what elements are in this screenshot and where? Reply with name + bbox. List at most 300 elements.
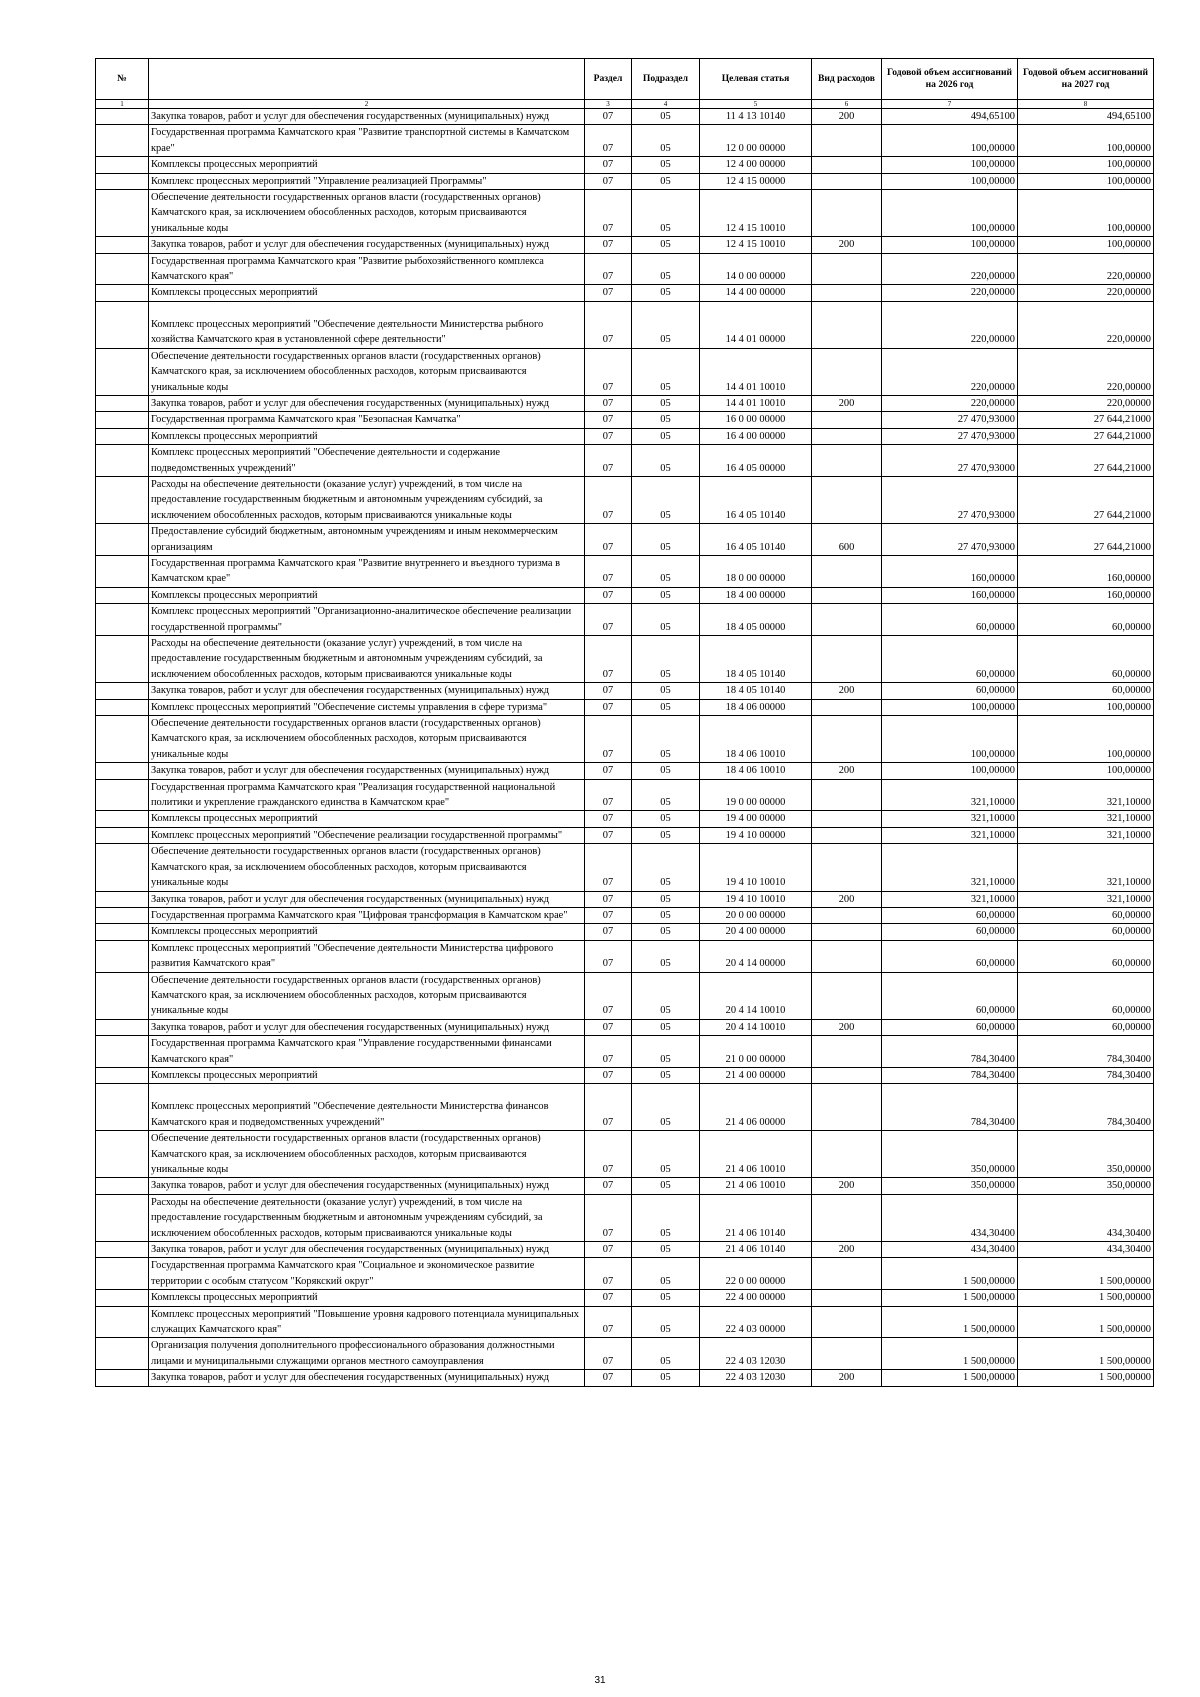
table-row xyxy=(96,779,1154,811)
cell-allocation-2027: 160,00000 xyxy=(1018,555,1154,587)
cell-allocation-2026: 100,00000 xyxy=(882,237,1018,253)
cell-razdel: 07 xyxy=(585,190,632,237)
cell-target-article: 21 0 00 00000 xyxy=(700,1036,812,1068)
cell-podrazdel: 05 xyxy=(632,157,700,173)
cell-allocation-2027: 434,30400 xyxy=(1018,1242,1154,1258)
cell-allocation-2027: 321,10000 xyxy=(1018,779,1154,811)
cell-expense-type: 200 xyxy=(812,237,882,253)
cell-target-article: 12 4 15 00000 xyxy=(700,173,812,189)
cell-number xyxy=(96,157,149,173)
cell-allocation-2026: 784,30400 xyxy=(882,1036,1018,1068)
cell-expense-type: 200 xyxy=(812,109,882,125)
cell-allocation-2026: 60,00000 xyxy=(882,972,1018,1019)
cell-name: Государственная программа Камчатского края "Безопасная Камчатка" xyxy=(149,412,585,428)
cell-podrazdel: 05 xyxy=(632,1290,700,1306)
cell-target-article: 18 4 05 10140 xyxy=(700,636,812,683)
cell-target-article: 18 4 05 00000 xyxy=(700,604,812,636)
table-row xyxy=(96,699,1154,715)
cell-razdel: 07 xyxy=(585,1194,632,1241)
cell-number xyxy=(96,779,149,811)
cell-podrazdel: 05 xyxy=(632,827,700,843)
cell-podrazdel: 05 xyxy=(632,109,700,125)
table-row xyxy=(96,237,1154,253)
cell-razdel: 07 xyxy=(585,253,632,285)
cell-expense-type xyxy=(812,1290,882,1306)
column-number: 3 xyxy=(585,100,632,109)
table-row xyxy=(96,125,1154,157)
cell-expense-type xyxy=(812,972,882,1019)
cell-expense-type: 200 xyxy=(812,1370,882,1386)
cell-expense-type xyxy=(812,412,882,428)
cell-podrazdel: 05 xyxy=(632,891,700,907)
cell-number xyxy=(96,683,149,699)
cell-allocation-2026: 1 500,00000 xyxy=(882,1290,1018,1306)
cell-razdel: 07 xyxy=(585,699,632,715)
cell-expense-type xyxy=(812,827,882,843)
cell-podrazdel: 05 xyxy=(632,237,700,253)
cell-target-article: 16 4 00 00000 xyxy=(700,428,812,444)
cell-razdel: 07 xyxy=(585,445,632,477)
cell-name: Государственная программа Камчатского края "Цифровая трансформация в Камчатском крае" xyxy=(149,907,585,923)
cell-razdel: 07 xyxy=(585,173,632,189)
cell-podrazdel: 05 xyxy=(632,190,700,237)
cell-expense-type: 600 xyxy=(812,524,882,556)
cell-expense-type xyxy=(812,1194,882,1241)
cell-number xyxy=(96,285,149,301)
cell-podrazdel: 05 xyxy=(632,763,700,779)
cell-allocation-2026: 100,00000 xyxy=(882,699,1018,715)
cell-target-article: 16 0 00 00000 xyxy=(700,412,812,428)
table-row xyxy=(96,1306,1154,1338)
cell-name: Обеспечение деятельности государственных органов власти (государственных органов) Камчатского края, за исключением обособленных расходов, которым присваиваются уникальные коды xyxy=(149,190,585,237)
cell-number xyxy=(96,636,149,683)
cell-razdel: 07 xyxy=(585,972,632,1019)
cell-name: Комплекс процессных мероприятий "Обеспечение системы управления в сфере туризма" xyxy=(149,699,585,715)
table-row xyxy=(96,827,1154,843)
cell-allocation-2027: 1 500,00000 xyxy=(1018,1338,1154,1370)
cell-name: Государственная программа Камчатского края "Развитие транспортной системы в Камчатском крае" xyxy=(149,125,585,157)
cell-razdel: 07 xyxy=(585,1067,632,1083)
cell-podrazdel: 05 xyxy=(632,604,700,636)
cell-name: Расходы на обеспечение деятельности (оказание услуг) учреждений, в том числе на предоставление государственным бюджетным и автономным учреждениям субсидий, за исключением обособленных расходов, которым присваиваются уникальные коды xyxy=(149,636,585,683)
cell-razdel: 07 xyxy=(585,1036,632,1068)
cell-expense-type xyxy=(812,1131,882,1178)
cell-razdel: 07 xyxy=(585,1258,632,1290)
cell-target-article: 18 0 00 00000 xyxy=(700,555,812,587)
cell-allocation-2027: 60,00000 xyxy=(1018,940,1154,972)
cell-number xyxy=(96,604,149,636)
cell-number xyxy=(96,173,149,189)
cell-allocation-2026: 100,00000 xyxy=(882,716,1018,763)
cell-allocation-2027: 1 500,00000 xyxy=(1018,1306,1154,1338)
header-allocation-2027: Годовой объем ассигнований на 2027 год xyxy=(1018,59,1154,100)
cell-allocation-2027: 321,10000 xyxy=(1018,844,1154,891)
cell-allocation-2027: 494,65100 xyxy=(1018,109,1154,125)
cell-expense-type xyxy=(812,285,882,301)
cell-expense-type: 200 xyxy=(812,683,882,699)
cell-target-article: 18 4 06 00000 xyxy=(700,699,812,715)
table-row xyxy=(96,604,1154,636)
header-number: № xyxy=(96,59,149,100)
cell-podrazdel: 05 xyxy=(632,1258,700,1290)
cell-expense-type xyxy=(812,173,882,189)
cell-allocation-2026: 784,30400 xyxy=(882,1067,1018,1083)
cell-razdel: 07 xyxy=(585,428,632,444)
cell-allocation-2027: 321,10000 xyxy=(1018,811,1154,827)
cell-number xyxy=(96,348,149,395)
cell-allocation-2027: 220,00000 xyxy=(1018,348,1154,395)
cell-number xyxy=(96,1067,149,1083)
header-podrazdel: Подраздел xyxy=(632,59,700,100)
cell-allocation-2026: 27 470,93000 xyxy=(882,412,1018,428)
table-row xyxy=(96,940,1154,972)
cell-name: Комплекс процессных мероприятий "Обеспечение деятельности Министерства финансов Камчатского края и подведомственных учреждений" xyxy=(149,1084,585,1131)
cell-allocation-2026: 100,00000 xyxy=(882,190,1018,237)
cell-number xyxy=(96,940,149,972)
cell-name: Комплекс процессных мероприятий "Обеспечение деятельности и содержание подведомственных учреждений" xyxy=(149,445,585,477)
cell-allocation-2027: 100,00000 xyxy=(1018,173,1154,189)
cell-podrazdel: 05 xyxy=(632,348,700,395)
cell-podrazdel: 05 xyxy=(632,1178,700,1194)
cell-number xyxy=(96,924,149,940)
cell-expense-type xyxy=(812,940,882,972)
cell-target-article: 16 4 05 10140 xyxy=(700,524,812,556)
cell-name: Государственная программа Камчатского края "Реализация государственной национальной политики и укрепление гражданского единства в Камчатском крае" xyxy=(149,779,585,811)
table-row xyxy=(96,1258,1154,1290)
cell-target-article: 18 4 06 10010 xyxy=(700,763,812,779)
table-row xyxy=(96,428,1154,444)
cell-target-article: 20 4 14 10010 xyxy=(700,1019,812,1035)
cell-target-article: 20 0 00 00000 xyxy=(700,907,812,923)
cell-expense-type xyxy=(812,924,882,940)
cell-allocation-2026: 220,00000 xyxy=(882,301,1018,348)
cell-allocation-2026: 100,00000 xyxy=(882,157,1018,173)
cell-podrazdel: 05 xyxy=(632,1338,700,1370)
cell-podrazdel: 05 xyxy=(632,125,700,157)
cell-podrazdel: 05 xyxy=(632,555,700,587)
cell-allocation-2027: 60,00000 xyxy=(1018,604,1154,636)
table-row xyxy=(96,1194,1154,1241)
cell-expense-type xyxy=(812,604,882,636)
cell-name: Закупка товаров, работ и услуг для обеспечения государственных (муниципальных) нужд xyxy=(149,1019,585,1035)
cell-allocation-2026: 350,00000 xyxy=(882,1178,1018,1194)
cell-allocation-2026: 434,30400 xyxy=(882,1242,1018,1258)
cell-razdel: 07 xyxy=(585,940,632,972)
cell-razdel: 07 xyxy=(585,1338,632,1370)
cell-allocation-2026: 1 500,00000 xyxy=(882,1258,1018,1290)
cell-number xyxy=(96,1036,149,1068)
cell-allocation-2027: 60,00000 xyxy=(1018,972,1154,1019)
table-row xyxy=(96,907,1154,923)
cell-name: Государственная программа Камчатского края "Управление государственными финансами Камчатского края" xyxy=(149,1036,585,1068)
cell-number xyxy=(96,1338,149,1370)
cell-number xyxy=(96,476,149,523)
cell-name: Организация получения дополнительного профессионального образования должностными лицами и муниципальными служащими органов местного самоуправления xyxy=(149,1338,585,1370)
cell-allocation-2027: 100,00000 xyxy=(1018,237,1154,253)
cell-target-article: 19 4 10 00000 xyxy=(700,827,812,843)
cell-razdel: 07 xyxy=(585,1370,632,1386)
cell-target-article: 19 0 00 00000 xyxy=(700,779,812,811)
cell-number xyxy=(96,555,149,587)
cell-allocation-2027: 321,10000 xyxy=(1018,891,1154,907)
table-row xyxy=(96,683,1154,699)
cell-allocation-2027: 100,00000 xyxy=(1018,190,1154,237)
cell-name: Комплексы процессных мероприятий xyxy=(149,1290,585,1306)
cell-allocation-2027: 100,00000 xyxy=(1018,125,1154,157)
cell-podrazdel: 05 xyxy=(632,412,700,428)
cell-razdel: 07 xyxy=(585,109,632,125)
cell-number xyxy=(96,301,149,348)
cell-podrazdel: 05 xyxy=(632,907,700,923)
cell-number xyxy=(96,1370,149,1386)
cell-target-article: 14 4 01 00000 xyxy=(700,301,812,348)
column-number: 4 xyxy=(632,100,700,109)
table-body xyxy=(96,109,1154,1387)
cell-allocation-2026: 220,00000 xyxy=(882,348,1018,395)
cell-allocation-2026: 321,10000 xyxy=(882,779,1018,811)
cell-allocation-2027: 60,00000 xyxy=(1018,907,1154,923)
cell-number xyxy=(96,1194,149,1241)
table-row xyxy=(96,555,1154,587)
cell-number xyxy=(96,1084,149,1131)
cell-podrazdel: 05 xyxy=(632,587,700,603)
cell-number xyxy=(96,1290,149,1306)
cell-target-article: 20 4 14 10010 xyxy=(700,972,812,1019)
cell-razdel: 07 xyxy=(585,237,632,253)
cell-razdel: 07 xyxy=(585,827,632,843)
table-row xyxy=(96,1019,1154,1035)
cell-razdel: 07 xyxy=(585,1019,632,1035)
cell-expense-type: 200 xyxy=(812,763,882,779)
cell-allocation-2027: 350,00000 xyxy=(1018,1131,1154,1178)
cell-number xyxy=(96,445,149,477)
cell-allocation-2027: 100,00000 xyxy=(1018,157,1154,173)
cell-podrazdel: 05 xyxy=(632,1019,700,1035)
cell-name: Комплекс процессных мероприятий "Обеспечение деятельности Министерства рыбного хозяйства Камчатского края в установленной сфере деятельности" xyxy=(149,301,585,348)
table-row xyxy=(96,1084,1154,1131)
cell-razdel: 07 xyxy=(585,907,632,923)
cell-number xyxy=(96,253,149,285)
header-expense-type: Вид расходов xyxy=(812,59,882,100)
cell-expense-type xyxy=(812,348,882,395)
cell-razdel: 07 xyxy=(585,1242,632,1258)
cell-allocation-2027: 434,30400 xyxy=(1018,1194,1154,1241)
cell-podrazdel: 05 xyxy=(632,301,700,348)
cell-allocation-2027: 60,00000 xyxy=(1018,1019,1154,1035)
cell-name: Обеспечение деятельности государственных органов власти (государственных органов) Камчатского края, за исключением обособленных расходов, которым присваиваются уникальные коды xyxy=(149,716,585,763)
table-header-row xyxy=(96,59,1154,100)
cell-target-article: 14 4 01 10010 xyxy=(700,395,812,411)
cell-allocation-2027: 60,00000 xyxy=(1018,924,1154,940)
cell-target-article: 21 4 06 10140 xyxy=(700,1242,812,1258)
cell-number xyxy=(96,587,149,603)
cell-allocation-2026: 60,00000 xyxy=(882,683,1018,699)
cell-target-article: 19 4 00 00000 xyxy=(700,811,812,827)
cell-allocation-2026: 220,00000 xyxy=(882,253,1018,285)
cell-expense-type: 200 xyxy=(812,1242,882,1258)
cell-target-article: 16 4 05 00000 xyxy=(700,445,812,477)
cell-allocation-2026: 100,00000 xyxy=(882,125,1018,157)
cell-number xyxy=(96,716,149,763)
cell-allocation-2027: 784,30400 xyxy=(1018,1036,1154,1068)
cell-expense-type xyxy=(812,779,882,811)
cell-target-article: 11 4 13 10140 xyxy=(700,109,812,125)
cell-podrazdel: 05 xyxy=(632,476,700,523)
cell-name: Государственная программа Камчатского края "Развитие рыбохозяйственного комплекса Камчатского края" xyxy=(149,253,585,285)
cell-allocation-2027: 60,00000 xyxy=(1018,683,1154,699)
cell-allocation-2027: 60,00000 xyxy=(1018,636,1154,683)
cell-razdel: 07 xyxy=(585,924,632,940)
cell-expense-type: 200 xyxy=(812,891,882,907)
cell-expense-type xyxy=(812,1338,882,1370)
cell-expense-type xyxy=(812,1258,882,1290)
cell-podrazdel: 05 xyxy=(632,1084,700,1131)
cell-name: Закупка товаров, работ и услуг для обеспечения государственных (муниципальных) нужд xyxy=(149,891,585,907)
cell-razdel: 07 xyxy=(585,844,632,891)
cell-name: Государственная программа Камчатского края "Развитие внутреннего и въездного туризма в Камчатском крае" xyxy=(149,555,585,587)
column-number: 5 xyxy=(700,100,812,109)
cell-name: Обеспечение деятельности государственных органов власти (государственных органов) Камчатского края, за исключением обособленных расходов, которым присваиваются уникальные коды xyxy=(149,1131,585,1178)
cell-podrazdel: 05 xyxy=(632,844,700,891)
cell-name: Государственная программа Камчатского края "Социальное и экономическое развитие территории с особым статусом "Корякский округ" xyxy=(149,1258,585,1290)
cell-podrazdel: 05 xyxy=(632,924,700,940)
cell-expense-type xyxy=(812,1306,882,1338)
cell-target-article: 16 4 05 10140 xyxy=(700,476,812,523)
cell-allocation-2026: 321,10000 xyxy=(882,827,1018,843)
cell-target-article: 20 4 14 00000 xyxy=(700,940,812,972)
cell-target-article: 12 0 00 00000 xyxy=(700,125,812,157)
cell-expense-type: 200 xyxy=(812,395,882,411)
cell-razdel: 07 xyxy=(585,555,632,587)
cell-number xyxy=(96,811,149,827)
column-number: 8 xyxy=(1018,100,1154,109)
cell-razdel: 07 xyxy=(585,587,632,603)
cell-target-article: 22 4 00 00000 xyxy=(700,1290,812,1306)
cell-allocation-2026: 100,00000 xyxy=(882,173,1018,189)
cell-name: Комплекс процессных мероприятий "Обеспечение деятельности Министерства цифрового развития Камчатского края" xyxy=(149,940,585,972)
column-number-row xyxy=(96,100,1154,109)
cell-razdel: 07 xyxy=(585,636,632,683)
table-row xyxy=(96,811,1154,827)
cell-number xyxy=(96,1306,149,1338)
table-row xyxy=(96,190,1154,237)
table-row xyxy=(96,301,1154,348)
cell-name: Закупка товаров, работ и услуг для обеспечения государственных (муниципальных) нужд xyxy=(149,763,585,779)
cell-razdel: 07 xyxy=(585,1290,632,1306)
cell-allocation-2026: 27 470,93000 xyxy=(882,428,1018,444)
cell-razdel: 07 xyxy=(585,285,632,301)
cell-target-article: 21 4 00 00000 xyxy=(700,1067,812,1083)
header-allocation-2026: Годовой объем ассигнований на 2026 год xyxy=(882,59,1018,100)
cell-target-article: 21 4 06 10010 xyxy=(700,1178,812,1194)
cell-target-article: 12 4 15 10010 xyxy=(700,190,812,237)
cell-expense-type xyxy=(812,636,882,683)
cell-allocation-2027: 784,30400 xyxy=(1018,1067,1154,1083)
cell-name: Комплекс процессных мероприятий "Управление реализацией Программы" xyxy=(149,173,585,189)
table-row xyxy=(96,972,1154,1019)
cell-allocation-2026: 60,00000 xyxy=(882,907,1018,923)
cell-target-article: 21 4 06 10140 xyxy=(700,1194,812,1241)
cell-allocation-2026: 27 470,93000 xyxy=(882,524,1018,556)
cell-razdel: 07 xyxy=(585,476,632,523)
cell-expense-type xyxy=(812,907,882,923)
cell-target-article: 18 4 05 10140 xyxy=(700,683,812,699)
cell-razdel: 07 xyxy=(585,348,632,395)
cell-podrazdel: 05 xyxy=(632,1131,700,1178)
cell-podrazdel: 05 xyxy=(632,716,700,763)
cell-target-article: 22 4 03 12030 xyxy=(700,1370,812,1386)
cell-allocation-2027: 220,00000 xyxy=(1018,301,1154,348)
cell-name: Комплекс процессных мероприятий "Организационно-аналитическое обеспечение реализации государственной программы" xyxy=(149,604,585,636)
cell-target-article: 19 4 10 10010 xyxy=(700,844,812,891)
cell-razdel: 07 xyxy=(585,779,632,811)
cell-target-article: 21 4 06 10010 xyxy=(700,1131,812,1178)
cell-allocation-2027: 27 644,21000 xyxy=(1018,445,1154,477)
table-row xyxy=(96,524,1154,556)
cell-name: Закупка товаров, работ и услуг для обеспечения государственных (муниципальных) нужд xyxy=(149,683,585,699)
cell-expense-type xyxy=(812,1036,882,1068)
cell-number xyxy=(96,109,149,125)
table-row xyxy=(96,285,1154,301)
cell-razdel: 07 xyxy=(585,716,632,763)
cell-expense-type xyxy=(812,157,882,173)
column-number: 2 xyxy=(149,100,585,109)
cell-allocation-2026: 321,10000 xyxy=(882,811,1018,827)
cell-allocation-2027: 220,00000 xyxy=(1018,253,1154,285)
table-row xyxy=(96,445,1154,477)
cell-podrazdel: 05 xyxy=(632,1036,700,1068)
cell-name: Комплексы процессных мероприятий xyxy=(149,285,585,301)
cell-allocation-2026: 160,00000 xyxy=(882,555,1018,587)
cell-target-article: 19 4 10 10010 xyxy=(700,891,812,907)
cell-target-article: 14 4 01 10010 xyxy=(700,348,812,395)
table-row xyxy=(96,1178,1154,1194)
cell-allocation-2027: 1 500,00000 xyxy=(1018,1370,1154,1386)
table-row xyxy=(96,1370,1154,1386)
column-number: 1 xyxy=(96,100,149,109)
cell-number xyxy=(96,972,149,1019)
cell-target-article: 22 4 03 00000 xyxy=(700,1306,812,1338)
table-row xyxy=(96,891,1154,907)
cell-expense-type xyxy=(812,476,882,523)
cell-allocation-2027: 27 644,21000 xyxy=(1018,428,1154,444)
cell-allocation-2026: 350,00000 xyxy=(882,1131,1018,1178)
cell-allocation-2026: 1 500,00000 xyxy=(882,1338,1018,1370)
cell-name: Комплекс процессных мероприятий "Обеспечение реализации государственной программы" xyxy=(149,827,585,843)
table-row xyxy=(96,253,1154,285)
cell-podrazdel: 05 xyxy=(632,972,700,1019)
cell-number xyxy=(96,524,149,556)
cell-expense-type xyxy=(812,253,882,285)
cell-allocation-2027: 220,00000 xyxy=(1018,285,1154,301)
cell-number xyxy=(96,1131,149,1178)
cell-name: Расходы на обеспечение деятельности (оказание услуг) учреждений, в том числе на предоставление государственным бюджетным и автономным учреждениям субсидий, за исключением обособленных расходов, которым присваиваются уникальные коды xyxy=(149,476,585,523)
cell-name: Закупка товаров, работ и услуг для обеспечения государственных (муниципальных) нужд xyxy=(149,395,585,411)
cell-expense-type xyxy=(812,844,882,891)
cell-razdel: 07 xyxy=(585,1306,632,1338)
table-row xyxy=(96,1338,1154,1370)
cell-allocation-2027: 220,00000 xyxy=(1018,395,1154,411)
column-number: 6 xyxy=(812,100,882,109)
cell-razdel: 07 xyxy=(585,1178,632,1194)
cell-podrazdel: 05 xyxy=(632,1306,700,1338)
cell-number xyxy=(96,412,149,428)
cell-target-article: 18 4 06 10010 xyxy=(700,716,812,763)
cell-podrazdel: 05 xyxy=(632,445,700,477)
table-row xyxy=(96,395,1154,411)
table-row xyxy=(96,636,1154,683)
cell-razdel: 07 xyxy=(585,891,632,907)
